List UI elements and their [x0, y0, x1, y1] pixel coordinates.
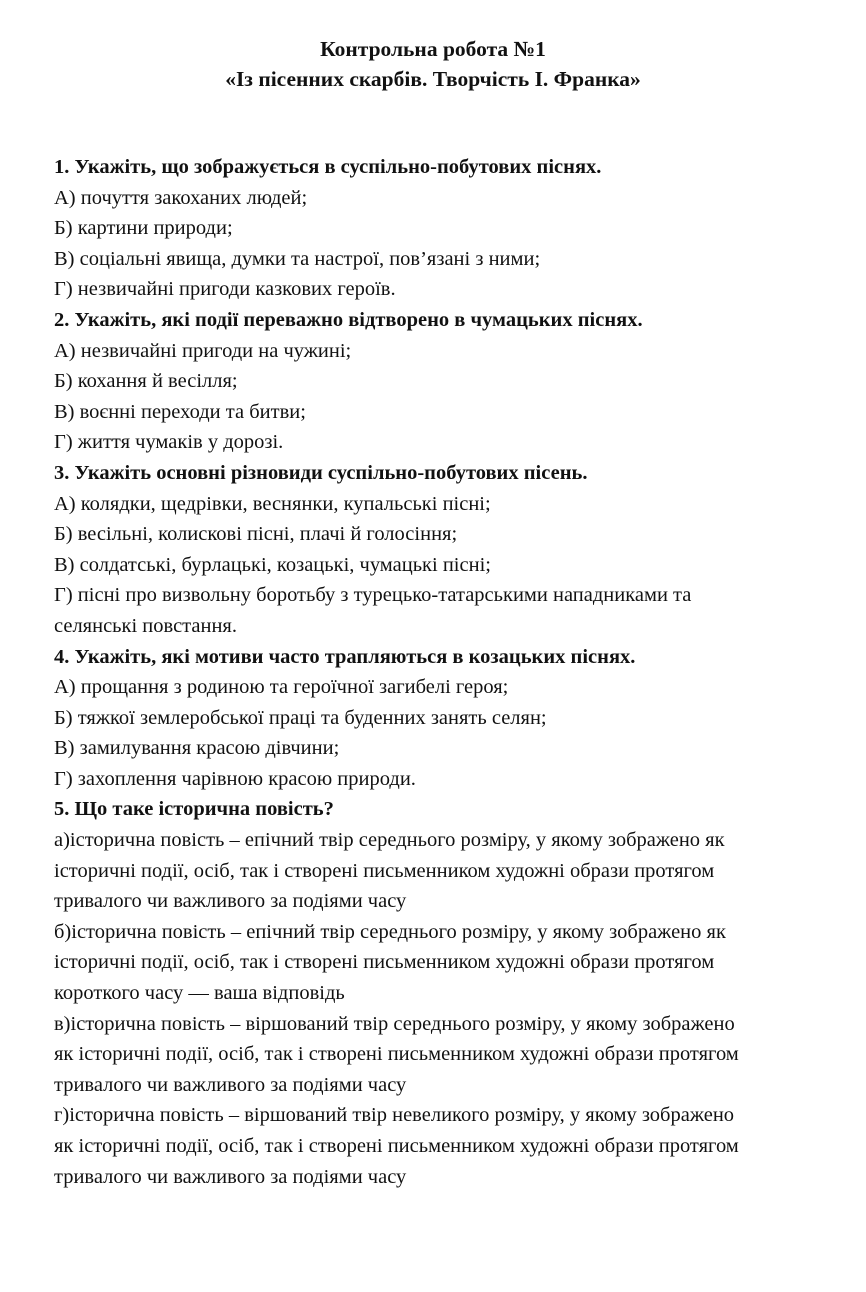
title-line-2: «Із пісенних скарбів. Творчість І. Франка»	[225, 67, 641, 91]
question-2: 2. Укажіть, які події переважно відтворено в чумацьких піснях.	[54, 308, 643, 331]
question-3-option-b: Б) весільні, колискові пісні, плачі й голосіння;	[54, 523, 458, 546]
question-5-option-d-line-2: як історичні події, осіб, так і створені письменником художні образи протягом	[54, 1135, 739, 1157]
question-3-option-a: А) колядки, щедрівки, веснянки, купальські пісні;	[54, 492, 491, 515]
question-3: 3. Укажіть основні різновиди суспільно-побутових пісень.	[54, 461, 588, 484]
question-4-option-a: А) прощання з родиною та героїчної загибелі героя;	[54, 676, 509, 699]
questions-list	[54, 152, 844, 1192]
question-5-option-b-line-1: б)історична повість – епічний твір середнього розміру, у якому зображено як	[54, 920, 726, 943]
question-1-option-b: Б) картини природи;	[54, 217, 233, 240]
question-4: 4. Укажіть, які мотиви часто трапляються в козацьких піснях.	[54, 645, 636, 668]
question-5-option-c-line-3: тривалого чи важливого за подіями часу	[54, 1073, 407, 1096]
question-4-option-b: Б) тяжкої землеробської праці та буденних занять селян;	[54, 706, 547, 729]
question-5-option-a-line-3: тривалого чи важливого за подіями часу	[54, 890, 407, 913]
question-3-option-d: Г) пісні про визвольну боротьбу з турецько-татарськими нападниками та	[54, 584, 692, 607]
title-line-1: Контрольна робота №1	[320, 37, 546, 61]
question-2-option-b: Б) кохання й весілля;	[54, 370, 238, 393]
question-2-option-d: Г) життя чумаків у дорозі.	[54, 431, 284, 454]
question-4-option-d: Г) захоплення чарівною красою природи.	[54, 767, 416, 790]
document-title	[0, 34, 866, 94]
question-1-option-a: А) почуття закоханих людей;	[54, 186, 308, 209]
question-5-option-d-line-1: г)історична повість – віршований твір невеликого розміру, у якому зображено	[54, 1104, 735, 1127]
question-5-option-b-line-3: короткого часу — ваша відповідь	[54, 982, 345, 1005]
question-2-option-c: В) воєнні переходи та битви;	[54, 400, 306, 423]
question-4-option-c: В) замилування красою дівчини;	[54, 737, 340, 760]
question-5-option-d-line-3: тривалого чи важливого за подіями часу	[54, 1165, 407, 1188]
question-5-option-a-line-1: а)історична повість – епічний твір середнього розміру, у якому зображено як	[54, 829, 725, 852]
question-2-option-a: А) незвичайні пригоди на чужині;	[54, 339, 352, 362]
question-1: 1. Укажіть, що зображується в суспільно-побутових піснях.	[54, 156, 602, 178]
question-5-option-c-line-1: в)історична повість – віршований твір середнього розміру, у якому зображено	[54, 1012, 735, 1035]
question-1-option-c: В) соціальні явища, думки та настрої, пов’язані з ними;	[54, 247, 541, 270]
question-1-option-d: Г) незвичайні пригоди казкових героїв.	[54, 278, 396, 301]
question-3-option-d-continued: селянські повстання.	[54, 614, 237, 637]
question-5-option-a-line-2: історичні події, осіб, так і створені письменником художні образи протягом	[54, 859, 715, 882]
question-5-option-b-line-2: історичні події, осіб, так і створені письменником художні образи протягом	[54, 951, 715, 974]
question-3-option-c: В) солдатські, бурлацькі, козацькі, чумацькі пісні;	[54, 553, 491, 576]
question-5-option-c-line-2: як історичні події, осіб, так і створені письменником художні образи протягом	[54, 1043, 739, 1066]
question-5: 5. Що таке історична повість?	[54, 798, 334, 821]
